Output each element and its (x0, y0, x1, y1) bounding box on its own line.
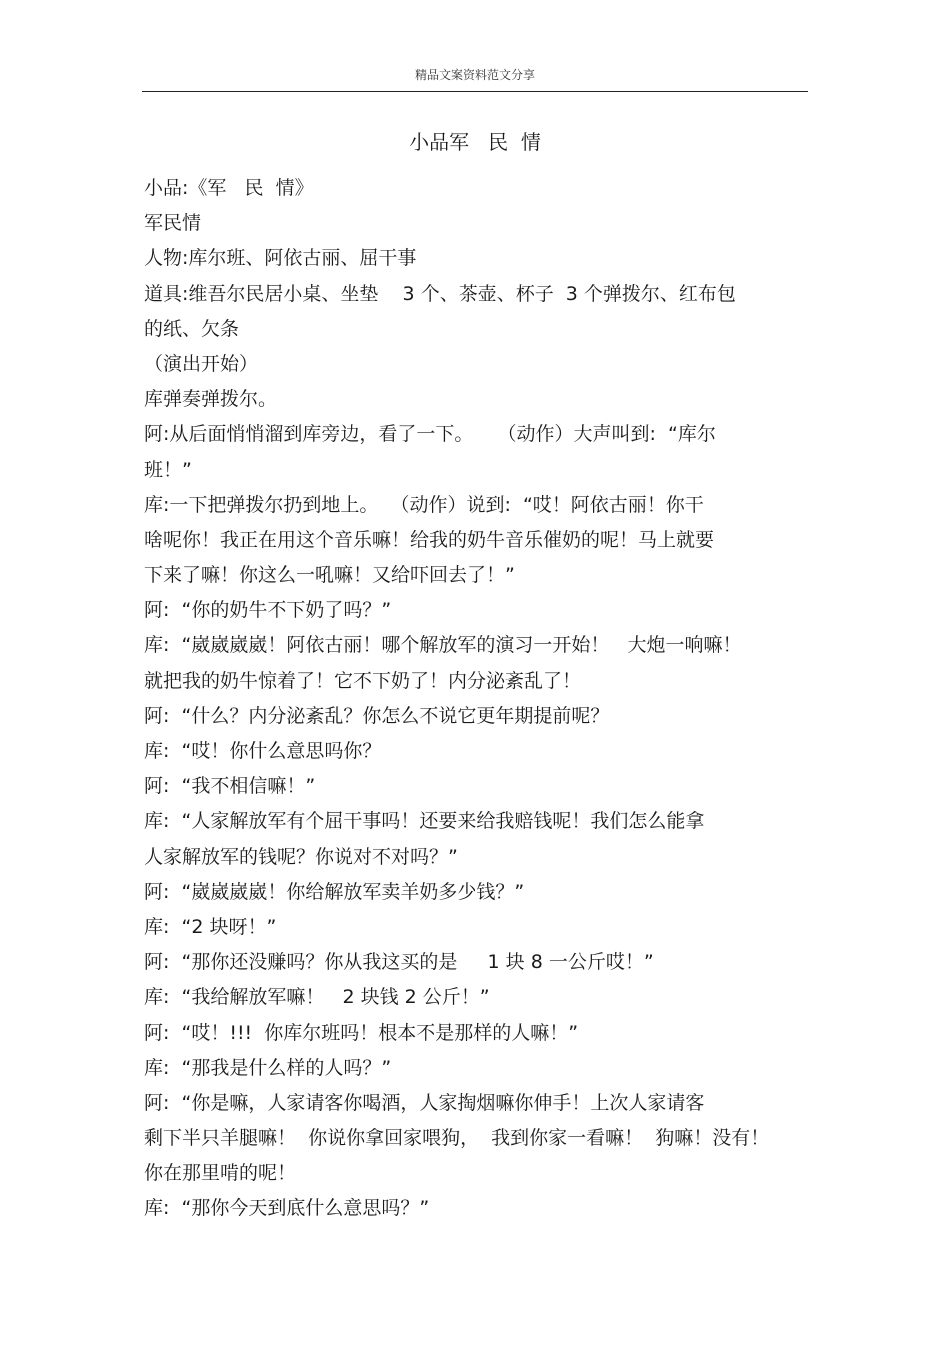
text-line: 库: “那你今天到底什么意思吗？” (144, 1197, 430, 1220)
text-line: 阿: “我不相信嘛！” (144, 775, 316, 798)
header-divider (142, 91, 808, 92)
text-line: 军民情 (144, 212, 202, 235)
text-line: 库:一下把弹拨尔扔到地上。 （动作）说到: “哎！阿依古丽！你干 (144, 493, 704, 516)
text-line: 库: “人家解放军有个屈干事吗！还要来给我赔钱呢！我们怎么能拿 (144, 810, 705, 833)
text-line: 库: “崴崴崴崴！阿依古丽！哪个解放军的演习一开始！ 大炮一响嘛！ (144, 634, 742, 657)
text-line: 的纸、欠条 (144, 317, 240, 340)
text-line: 库弹奏弹拨尔。 (144, 388, 278, 411)
text-line: 下来了嘛！你这么一吼嘛！又给吓回去了！” (144, 564, 515, 587)
text-line: 阿: “那你还没赚吗？你从我这买的是 1 块 8 一公斤哎！” (144, 951, 654, 974)
text-line: 库: “哎！你什么意思吗你？ (144, 740, 382, 762)
text-line: 库: “我给解放军嘛！ 2 块钱 2 公斤！” (144, 986, 490, 1009)
text-line: 阿: “你的奶牛不下奶了吗？” (144, 599, 392, 622)
text-line: 阿:从后面悄悄溜到库旁边，看了一下。 （动作）大声叫到: “库尔 (144, 423, 716, 446)
text-line: 剩下半只羊腿嘛！ 你说你拿回家喂狗， 我到你家一看嘛！ 狗嘛！没有！ (144, 1127, 770, 1150)
text-line: 啥呢你！我正在用这个音乐嘛！给我的奶牛音乐催奶的呢！马上就要 (144, 528, 715, 551)
text-line: 阿: “崴崴崴崴！你给解放军卖羊奶多少钱？” (144, 880, 525, 903)
text-line: （演出开始） (144, 352, 259, 375)
text-line: 小品:《军 民 情》 (144, 177, 314, 199)
text-line: 阿: “哎！!!! 你库尔班吗！根本不是那样的人嘛！” (144, 1021, 579, 1044)
text-line: 人物:库尔班、阿依古丽、屈干事 (144, 247, 417, 270)
page-header: 精品文案资料范文分享 (414, 68, 535, 82)
text-line: 库: “那我是什么样的人吗？” (144, 1056, 392, 1079)
text-line: 你在那里啃的呢！ (144, 1162, 297, 1185)
text-line: 道具:维吾尔民居小桌、坐垫 3 个、茶壶、杯子 3 个弹拨尔、红布包 (144, 282, 736, 305)
text-line: 人家解放军的钱呢？你说对不对吗？” (144, 845, 458, 868)
text-line: 就把我的奶牛惊着了！它不下奶了！内分泌紊乱了！ (144, 669, 582, 692)
text-line: 阿: “什么？内分泌紊乱？你怎么不说它更年期提前呢？ (144, 704, 610, 727)
text-line: 库: “2 块呀！” (144, 915, 277, 938)
document-title: 小品军 民 情 (409, 130, 541, 154)
document-body (144, 171, 804, 1227)
text-line: 阿: “你是嘛，人家请客你喝酒，人家掏烟嘛你伸手！上次人家请客 (144, 1091, 705, 1114)
text-line: 班！” (144, 458, 192, 481)
